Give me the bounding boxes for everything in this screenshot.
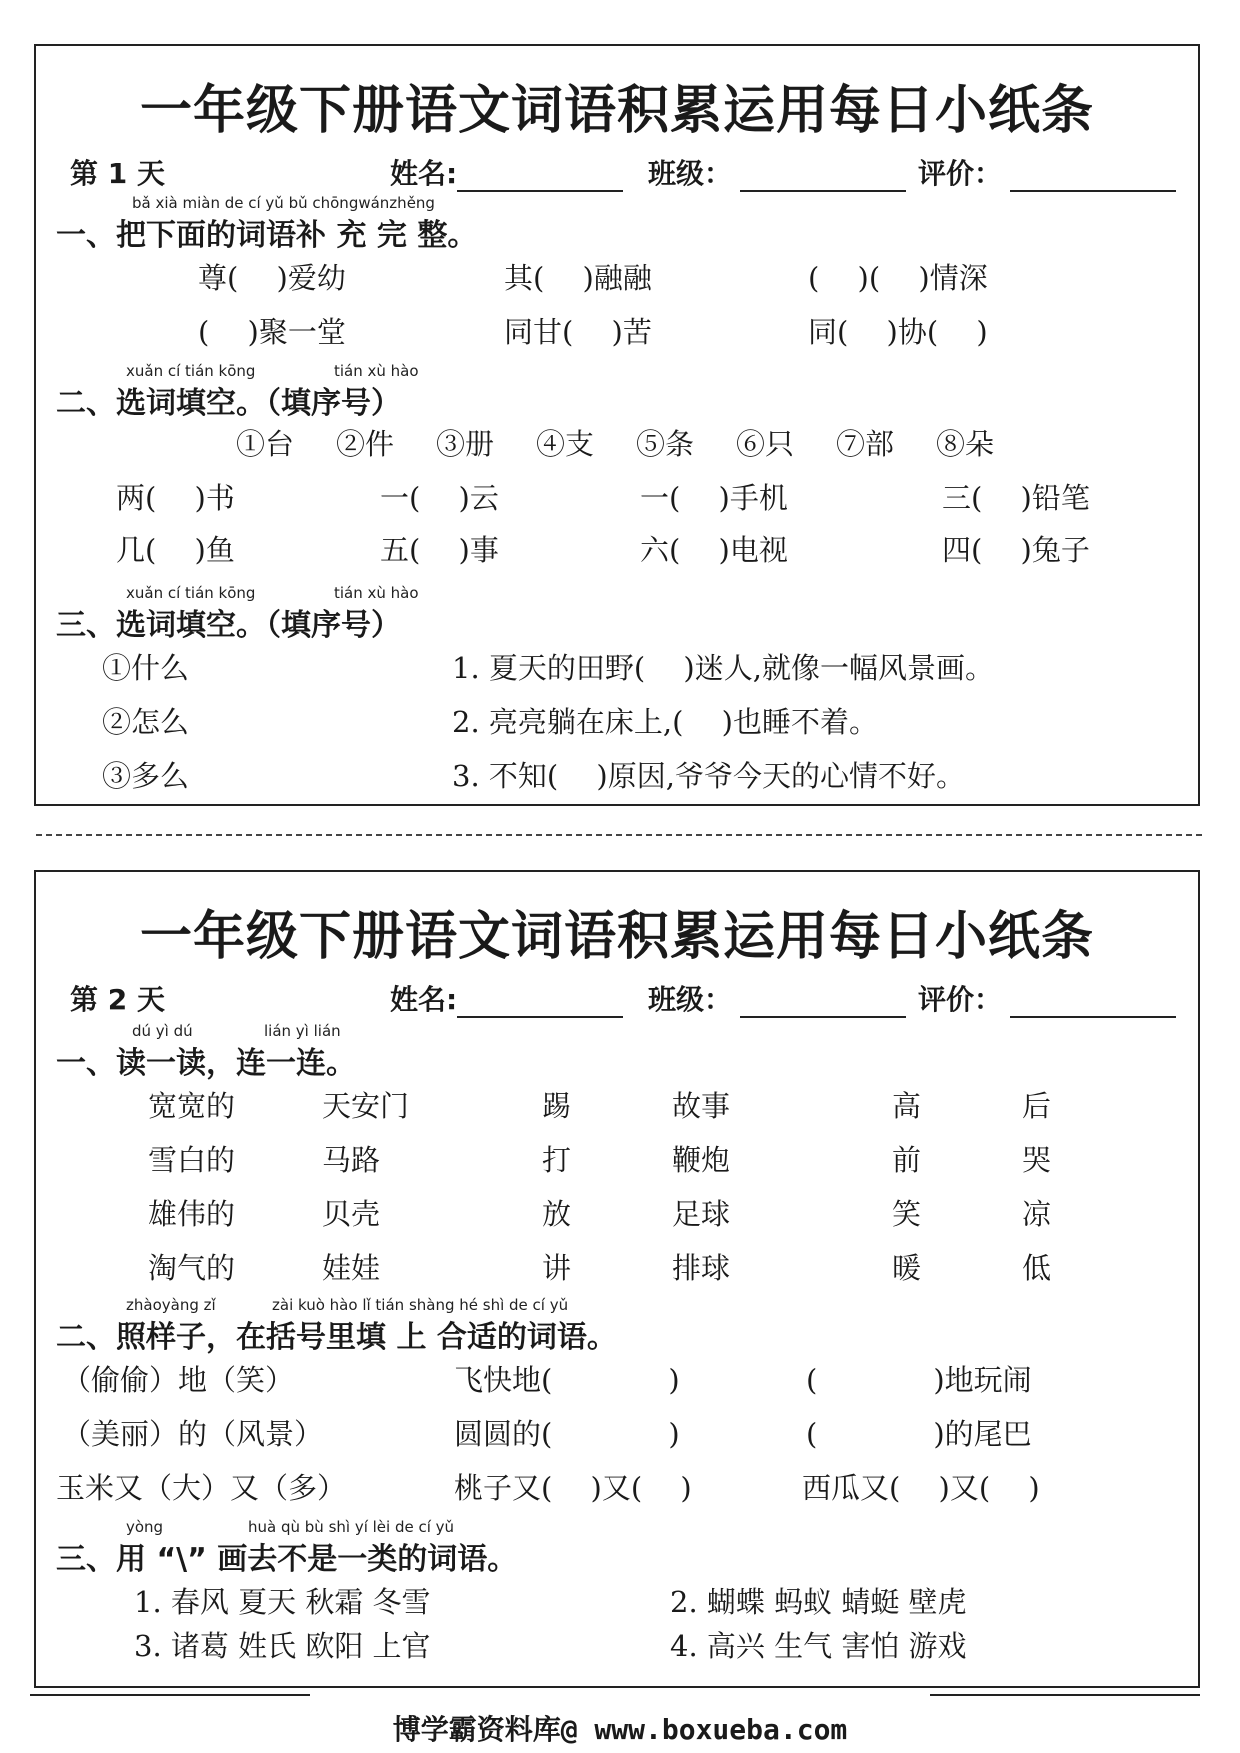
option-1: ①台: [236, 427, 295, 461]
word-group[interactable]: 3. 诸葛 姓氏 欧阳 上官: [134, 1629, 431, 1663]
fill-phrase[interactable]: 飞快地( ): [454, 1363, 680, 1397]
sentence[interactable]: 3. 不知( )原因,爷爷今天的心情不好。: [452, 759, 965, 793]
match-word[interactable]: 放: [542, 1197, 572, 1231]
measure-item[interactable]: 六( )电视: [640, 533, 788, 567]
match-word[interactable]: 低: [1022, 1251, 1052, 1285]
section3-title: 三、选词填空。（填序号）: [56, 608, 401, 643]
section3-title: 三、用 “\” 画去不是一类的词语。: [56, 1542, 518, 1577]
fill-phrase[interactable]: ( )的尾巴: [806, 1417, 1032, 1451]
section2-pinyin-a: zhàoyàng zǐ: [126, 1296, 216, 1314]
match-word[interactable]: 前: [892, 1143, 922, 1177]
section2-pinyin-a: xuǎn cí tián kōng: [126, 362, 256, 380]
match-word[interactable]: 讲: [542, 1251, 572, 1285]
match-word[interactable]: 踢: [542, 1089, 572, 1123]
section1-title: 一、把下面的词语补 充 完 整。: [56, 218, 478, 253]
match-word[interactable]: 高: [892, 1089, 922, 1123]
section1-pinyin: bǎ xià miàn de cí yǔ bǔ chōngwánzhěng: [132, 194, 435, 212]
name-label: 姓名:: [390, 983, 458, 1016]
name-label: 姓名:: [390, 157, 458, 190]
fill-item[interactable]: 同甘( )苦: [504, 315, 652, 349]
section2-title: 二、选词填空。（填序号）: [56, 386, 401, 421]
match-word[interactable]: 娃娃: [322, 1251, 381, 1285]
match-word[interactable]: 故事: [672, 1089, 731, 1123]
match-word[interactable]: 排球: [672, 1251, 731, 1285]
word-group[interactable]: 4. 高兴 生气 害怕 游戏: [670, 1629, 967, 1663]
cut-line: [36, 834, 1202, 836]
worksheet-day-1: [34, 44, 1200, 806]
section2-pinyin-b: zài kuò hào lǐ tián shàng hé shì de cí yǔ: [272, 1296, 569, 1314]
option-3: ③册: [436, 427, 495, 461]
match-word[interactable]: 足球: [672, 1197, 731, 1231]
name-blank[interactable]: [457, 160, 623, 192]
word-group[interactable]: 2. 蝴蝶 蚂蚁 蜻蜓 壁虎: [670, 1585, 967, 1619]
option-2: ②件: [336, 427, 395, 461]
match-word[interactable]: 天安门: [322, 1089, 410, 1123]
measure-item[interactable]: 几( )鱼: [116, 533, 235, 567]
option-6: ⑥只: [736, 427, 795, 461]
word-option: ②怎么: [102, 705, 190, 739]
example-phrase: （偷偷）地（笑）: [62, 1363, 295, 1397]
measure-item[interactable]: 四( )兔子: [942, 533, 1090, 567]
fill-item[interactable]: 尊( )爱幼: [198, 261, 346, 295]
word-option: ①什么: [102, 651, 190, 685]
match-word[interactable]: 后: [1022, 1089, 1052, 1123]
word-option: ③多么: [102, 759, 190, 793]
match-word[interactable]: 宽宽的: [148, 1089, 236, 1123]
match-word[interactable]: 淘气的: [148, 1251, 236, 1285]
fill-phrase[interactable]: 西瓜又( )又( ): [802, 1471, 1040, 1505]
match-word[interactable]: 凉: [1022, 1197, 1052, 1231]
grade-label: 评价：: [918, 983, 1003, 1016]
measure-item[interactable]: 一( )云: [380, 481, 499, 515]
measure-item[interactable]: 三( )铅笔: [942, 481, 1090, 515]
grade-field[interactable]: [918, 152, 1176, 192]
section3-pinyin-a: yòng: [126, 1518, 164, 1536]
day-label: 第 1 天: [70, 157, 165, 190]
worksheet-day-2: [34, 870, 1200, 1688]
name-field[interactable]: [390, 978, 623, 1018]
worksheet-title: 一年级下册语文词语积累运用每日小纸条: [139, 907, 1094, 967]
fill-phrase[interactable]: ( )地玩闹: [806, 1363, 1032, 1397]
measure-item[interactable]: 一( )手机: [640, 481, 788, 515]
option-8: ⑧朵: [936, 427, 995, 461]
section3-pinyin-b: tián xù hào: [334, 584, 419, 602]
word-group[interactable]: 1. 春风 夏天 秋霜 冬雪: [134, 1585, 431, 1619]
match-word[interactable]: 打: [542, 1143, 572, 1177]
section1-pinyin-b: lián yì lián: [264, 1022, 341, 1040]
match-word[interactable]: 马路: [322, 1143, 381, 1177]
option-7: ⑦部: [836, 427, 895, 461]
fill-item[interactable]: ( )( )情深: [808, 261, 988, 295]
fill-phrase[interactable]: 桃子又( )又( ): [454, 1471, 692, 1505]
match-word[interactable]: 贝壳: [322, 1197, 381, 1231]
grade-blank[interactable]: [1010, 160, 1176, 192]
section2-title: 二、照样子，在括号里填 上 合适的词语。: [56, 1320, 617, 1355]
class-blank[interactable]: [740, 160, 906, 192]
measure-item[interactable]: 五( )事: [380, 533, 499, 567]
name-field[interactable]: [390, 152, 623, 192]
match-word[interactable]: 暖: [892, 1251, 922, 1285]
class-field[interactable]: [648, 978, 906, 1018]
measure-item[interactable]: 两( )书: [116, 481, 235, 515]
sentence[interactable]: 1. 夏天的田野( )迷人,就像一幅风景画。: [452, 651, 994, 685]
match-word[interactable]: 雪白的: [148, 1143, 236, 1177]
section2-pinyin-b: tián xù hào: [334, 362, 419, 380]
section3-pinyin-a: xuǎn cí tián kōng: [126, 584, 256, 602]
worksheet-title: 一年级下册语文词语积累运用每日小纸条: [139, 81, 1094, 141]
name-blank[interactable]: [457, 986, 623, 1018]
match-word[interactable]: 鞭炮: [672, 1143, 731, 1177]
sentence[interactable]: 2. 亮亮躺在床上,( )也睡不着。: [452, 705, 878, 739]
option-5: ⑤条: [636, 427, 695, 461]
section3-pinyin-b: huà qù bù shì yí lèi de cí yǔ: [248, 1518, 455, 1536]
example-phrase: 玉米又（大）又（多）: [56, 1471, 347, 1505]
grade-label: 评价：: [918, 157, 1003, 190]
class-label: 班级：: [648, 157, 733, 190]
footer-watermark: 博学霸资料库@ www.boxueba.com: [392, 1713, 848, 1746]
fill-item[interactable]: ( )聚一堂: [198, 315, 346, 349]
class-blank[interactable]: [740, 986, 906, 1018]
class-field[interactable]: [648, 152, 906, 192]
option-4: ④支: [536, 427, 595, 461]
grade-field[interactable]: [918, 978, 1176, 1018]
fill-item[interactable]: 同( )协( ): [808, 315, 988, 349]
day-label: 第 2 天: [70, 983, 165, 1016]
footer-rule-right: [930, 1694, 1200, 1696]
grade-blank[interactable]: [1010, 986, 1176, 1018]
fill-phrase[interactable]: 圆圆的( ): [454, 1417, 680, 1451]
section1-pinyin-a: dú yì dú: [132, 1022, 193, 1040]
example-phrase: （美丽）的（风景）: [62, 1417, 324, 1451]
match-word[interactable]: 哭: [1022, 1143, 1052, 1177]
match-word[interactable]: 笑: [892, 1197, 922, 1231]
footer-rule-left: [30, 1694, 310, 1696]
class-label: 班级：: [648, 983, 733, 1016]
section1-title: 一、读一读，连一连。: [56, 1046, 356, 1081]
match-word[interactable]: 雄伟的: [148, 1197, 236, 1231]
fill-item[interactable]: 其( )融融: [504, 261, 652, 295]
